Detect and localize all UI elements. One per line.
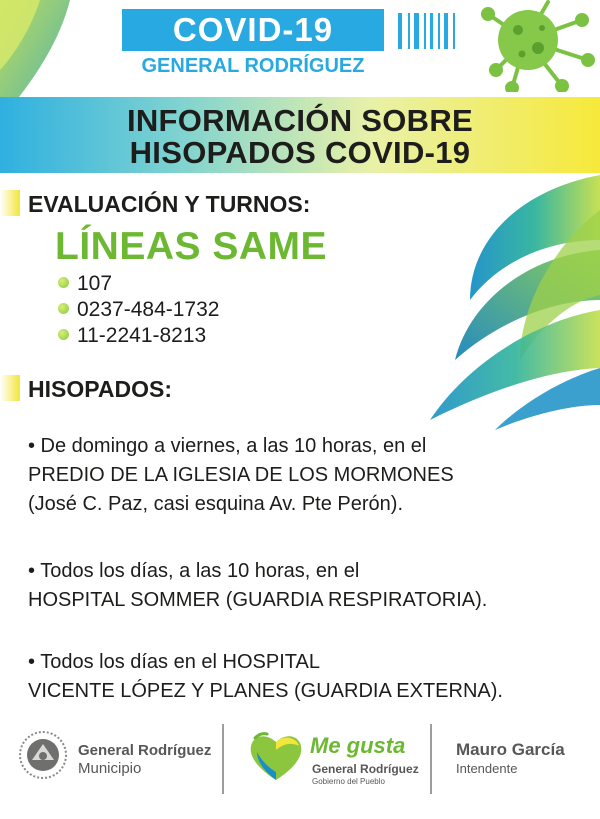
municipio-label: Municipio bbox=[78, 760, 142, 777]
megusta-subtitle: General Rodríguez bbox=[312, 762, 419, 776]
hisopado-item: • Todos los días en el HOSPITAL VICENTE LÓPEZ Y PLANES (GUARDIA EXTERNA). bbox=[28, 651, 503, 702]
hisopados-title: HISOPADOS: bbox=[28, 376, 172, 402]
evaluacion-title: EVALUACIÓN Y TURNOS: bbox=[28, 191, 311, 217]
header-title-box bbox=[122, 9, 384, 51]
phone-number: 0237-484-1732 bbox=[58, 298, 219, 322]
phone-number: 11-2241-8213 bbox=[58, 324, 206, 348]
lineas-same-title: LÍNEAS SAME bbox=[55, 225, 328, 268]
footer-divider bbox=[430, 724, 432, 794]
heart-logo-icon bbox=[247, 728, 305, 786]
banner-line-1: INFORMACIÓN SOBRE bbox=[126, 103, 474, 138]
megusta-small: Gobierno del Pueblo bbox=[312, 777, 385, 786]
bullet-dot-icon bbox=[58, 329, 69, 340]
intendente-name: Mauro García bbox=[456, 740, 565, 759]
footer-divider bbox=[222, 724, 224, 794]
header-title: COVID-19 bbox=[172, 11, 334, 48]
municipio-seal-icon bbox=[18, 730, 68, 780]
municipio-name: General Rodríguez bbox=[78, 742, 212, 759]
bullet-dot-icon bbox=[58, 277, 69, 288]
barcode-decoration bbox=[398, 13, 462, 49]
banner-line-2: HISOPADOS COVID-19 bbox=[129, 135, 471, 170]
megusta-title: Me gusta bbox=[310, 733, 406, 758]
hisopado-item: • Todos los días, a las 10 horas, en el HOSPITAL SOMMER (GUARDIA RESPIRATORIA). bbox=[28, 560, 488, 611]
section-marker bbox=[0, 375, 20, 401]
bullet-dot-icon bbox=[58, 303, 69, 314]
section-marker bbox=[0, 190, 20, 216]
header-subtitle: GENERAL RODRÍGUEZ bbox=[141, 55, 365, 77]
virus-icon bbox=[478, 0, 600, 92]
phone-number: 107 bbox=[58, 272, 112, 296]
hisopado-item: • De domingo a viernes, a las 10 horas, en el PREDIO DE LA IGLESIA DE LOS MORMONES (José C. Paz, casi esquina Av. Pte Perón). bbox=[28, 435, 454, 515]
intendente-label: Intendente bbox=[456, 761, 518, 776]
